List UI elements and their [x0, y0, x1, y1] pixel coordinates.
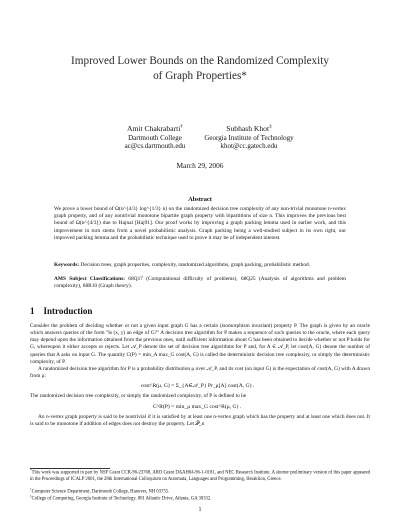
author-2: [184, 125, 314, 151]
keywords-label: Keywords:: [54, 262, 80, 268]
paper-title: [40, 54, 360, 84]
author-1-affiliation: Dartmouth College: [128, 133, 182, 142]
author-2-email: khot@cc.gatech.edu: [220, 142, 278, 151]
equation-2-lhs: C^R(P) =: [152, 403, 175, 410]
footnote-2: [30, 489, 370, 496]
title-line-2: of Graph Properties*: [153, 70, 247, 82]
author-2-affiliation: Georgia Institute of Technology: [204, 133, 294, 142]
paragraph-3: The randomized decision tree complexity, or simply the randomized complexity, of P is defined to be: [30, 393, 247, 400]
author-2-name: Subhash Khot: [226, 124, 270, 133]
footnote-3-text: College of Computing, Georgia Institute of Technology, 801 Atlantic Drive, Atlanta, GA 30332.: [31, 496, 212, 502]
abstract-text: We prove a lower bound of Ω(n^{4/3} log^{1/3} n) on the randomized decision tree complexity of any non-trivial monotone n-vertex graph property, and of any nontrivial monotone bipartite graph property with bipartitions of size n. This improves the previous best bound of Ω(n^{4/3}) due to Hajnal [Haj91]. Our proof works by improving a graph packing lemma used in earlier work, and this improvement in turn stems from a novel probabilistic analysis. Graph packing being a well-studied subject in its own right, our improved packing lemma and the probabilistic technique used to prove it may be of independent interest.: [54, 206, 346, 241]
paragraph-4: An n-vertex graph property is said to be nontrivial if it is satisfied by at least one n-vertex graph which has the property and at least one which does not. It is said to be monotone if addition of edges does not destroy the property. Let 𝒫_n: [30, 413, 370, 427]
footnote-1-mark: *: [30, 468, 32, 472]
author-1-email: ac@cs.dartmouth.edu: [124, 142, 186, 151]
section-heading: [30, 306, 92, 316]
section-body: [30, 323, 370, 428]
paper-date: March 29, 2006: [176, 161, 224, 170]
footnote-3-mark: ‡: [30, 494, 32, 498]
footnote-rule: [30, 468, 110, 469]
title-line-1: Improved Lower Bounds on the Randomized Complexity: [71, 55, 329, 67]
footnote-1-text: This work was supported in part by NSF Grant CCR-96-23768, ARO Grant DAAH04-96-1-0181, and NEC Research Institute. A shorter preliminary version of this paper appeared in the Proceedings of ICALP 2001, the 28th International Colloquium on Automata, Languages and Programming, Heraklion, Greece.: [30, 470, 370, 482]
ams-classifications: [54, 276, 346, 290]
equation-2: [30, 404, 370, 411]
equation-2-rhs: min_μ max_G cost^R(μ, G) .: [175, 403, 242, 410]
footnote-3: [30, 496, 370, 503]
footnote-2-text: Computer Science Department, Dartmouth College, Hanover, NH 03755.: [31, 489, 170, 495]
footnote-2-mark: †: [30, 487, 32, 491]
footnote-1: [30, 470, 370, 483]
author-1-name: Amit Chakrabarti: [126, 124, 181, 133]
keywords-text: Decision trees, graph properties, complexity, randomized algorithms, graph packing, probabilistic method.: [80, 262, 311, 268]
ams-label: AMS Subject Classifications:: [54, 276, 125, 282]
keywords: [54, 262, 346, 269]
page-number: 1: [198, 507, 202, 513]
paragraph-2: A randomized decision tree algorithm for P is a probability distribution μ over 𝒜_P, and its cost (on input G) is the expectation of cost(A, G) with A drawn from μ:: [30, 365, 370, 380]
ams-text: 68Q17 (Computational difficulty of problems), 68Q25 (Analysis of algorithms and problem complexity), 68R10 (Graph theory).: [54, 276, 346, 290]
abstract-heading: Abstract: [188, 196, 212, 203]
equation-1: [30, 383, 370, 390]
author-1-mark: †: [180, 123, 183, 130]
section-number: 1: [30, 306, 35, 316]
author-2-mark: ‡: [269, 123, 272, 130]
equation-1-lhs: cost^R(μ, G) =: [140, 383, 175, 390]
equation-1-rhs: Σ_{A∈𝒜_P} Pr_μ[A] cost(A, G) .: [175, 383, 255, 390]
section-title: Introduction: [43, 306, 93, 316]
paragraph-1: Consider the problem of deciding whether or not a given input graph G has a certain (isomorphism invariant) property P. The graph is given by an oracle which answers queries of the form "Is (x, y) an edge of G?" A decision tree algorithm for P makes a sequence of such queries to the oracle, where each query may depend upon the information obtained from the previous ones, until sufficient information about G has been obtained to decide whether or not P holds for G, whereupon it either accepts or rejects. Let 𝒜_P denote the set of decision tree algorithms for P and, for A ∈ 𝒜_P, let cost(A, G) denote the number of queries that A asks on input G. The quantity C(P) = min_A max_G cost(A, G) is called the deterministic decision tree complexity, or simply the deterministic complexity, of P.: [30, 323, 370, 365]
